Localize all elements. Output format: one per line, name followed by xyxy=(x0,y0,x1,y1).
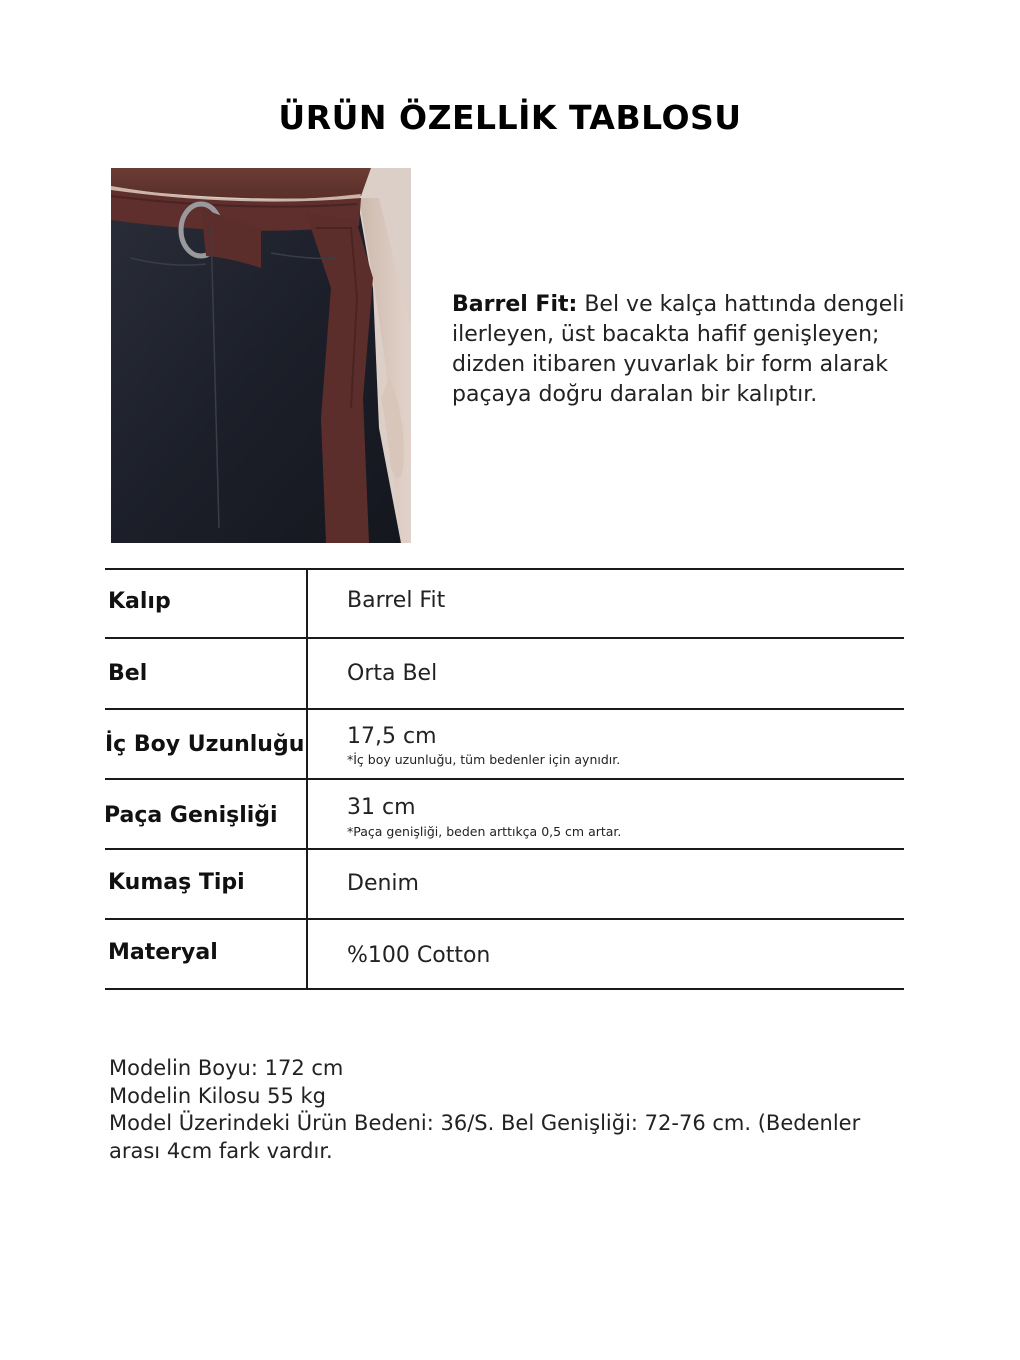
spec-value: 31 cm xyxy=(347,795,416,820)
spec-value: 17,5 cm xyxy=(347,724,437,749)
spec-label: Bel xyxy=(108,661,148,686)
page-title: ÜRÜN ÖZELLİK TABLOSU xyxy=(278,98,742,137)
spec-label: İç Boy Uzunluğu xyxy=(105,732,305,757)
description-text: Bel ve kalça hattında dengeli ilerleyen, üst bacakta hafif genişleyen; dizden itibaren yuvarlak bir form alarak paçaya doğru daralan bir kalıptır. xyxy=(452,292,905,407)
spec-value: Denim xyxy=(347,871,419,896)
spec-label: Materyal xyxy=(108,940,218,965)
product-image xyxy=(111,168,411,543)
product-description xyxy=(452,290,932,410)
spec-row-ic-boy xyxy=(105,708,904,778)
spec-row-paca xyxy=(105,778,904,848)
spec-label: Paça Genişliği xyxy=(104,803,278,828)
spec-label: Kumaş Tipi xyxy=(108,870,245,895)
spec-row-materyal xyxy=(105,918,904,988)
description-label: Barrel Fit: xyxy=(452,292,578,317)
spec-table xyxy=(105,568,904,990)
model-weight: Modelin Kilosu 55 kg xyxy=(109,1083,326,1108)
spec-label: Kalıp xyxy=(108,589,171,614)
spec-value: Barrel Fit xyxy=(347,588,446,613)
model-height: Modelin Boyu: 172 cm xyxy=(109,1056,344,1080)
product-photo-barrel-fit-jeans-icon xyxy=(111,168,411,543)
spec-row-kalip xyxy=(105,568,904,638)
model-info xyxy=(109,1055,899,1165)
spec-value: %100 Cotton xyxy=(347,943,491,968)
spec-note: *Paça genişliği, beden arttıkça 0,5 cm artar. xyxy=(347,824,622,839)
spec-row-bel xyxy=(105,638,904,708)
spec-row-kumas xyxy=(105,848,904,918)
spec-value: Orta Bel xyxy=(347,661,438,686)
table-divider xyxy=(105,988,904,990)
spec-note: *İç boy uzunluğu, tüm bedenler için aynıdır. xyxy=(347,752,621,767)
model-size: Model Üzerindeki Ürün Bedeni: 36/S. Bel Genişliği: 72-76 cm. (Bedenler arası 4cm fark vardır. xyxy=(109,1111,861,1163)
